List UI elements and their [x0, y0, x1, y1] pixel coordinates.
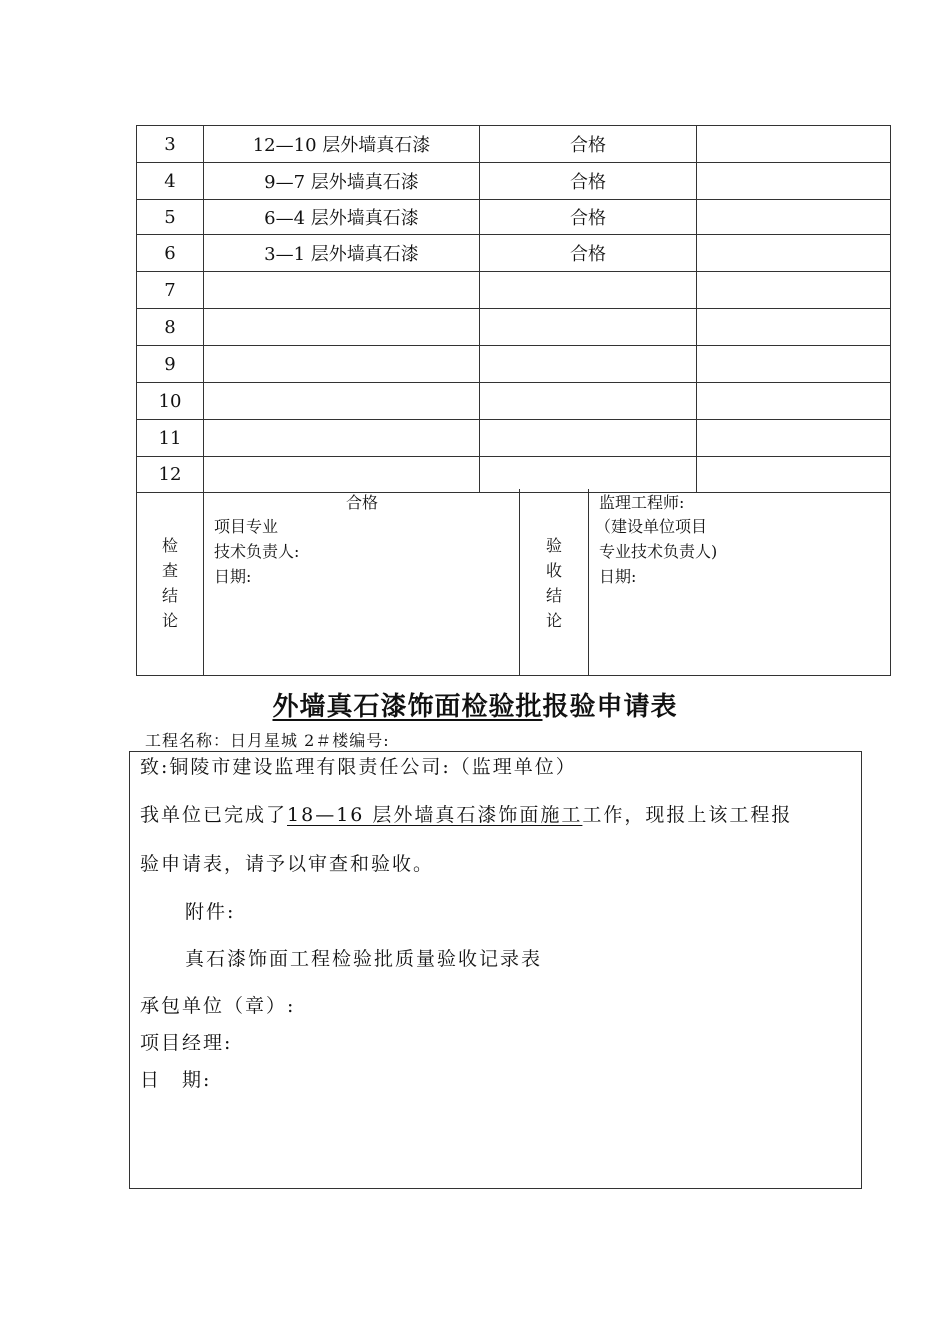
- row-note: [697, 309, 891, 345]
- label-char: 收: [545, 561, 562, 580]
- label-char: 验: [545, 536, 562, 555]
- row-number: 12: [137, 457, 204, 492]
- row-number: 6: [137, 235, 204, 271]
- acceptance-line-2: （建设单位项目: [595, 517, 708, 536]
- label-char: 论: [161, 611, 178, 630]
- row-note: [697, 346, 891, 382]
- row-result: 合格: [480, 235, 697, 271]
- body-prefix: 我单位已完成了: [140, 804, 288, 826]
- contractor-line: 承包单位（章）:: [140, 995, 296, 1017]
- row-result: [480, 272, 697, 308]
- acceptance-line-3: 专业技术负责人): [599, 542, 718, 561]
- row-item: [204, 457, 480, 492]
- row-item: [204, 309, 480, 345]
- table-row: [137, 200, 890, 235]
- form-title-underlined: 外墙真石漆饰面检验批: [272, 692, 543, 722]
- check-conclusion-label-cell: [137, 489, 204, 675]
- row-number: 11: [137, 420, 204, 456]
- body-line-2: 验申请表，请予以审查和验收。: [140, 853, 435, 875]
- acceptance-conclusion-label-cell: [520, 489, 589, 675]
- table-row: [137, 126, 890, 163]
- attachment-label: 附件:: [185, 901, 236, 923]
- table-row: [137, 420, 890, 457]
- check-result: 合格: [345, 493, 378, 512]
- row-item: [204, 420, 480, 456]
- table-row: [137, 346, 890, 383]
- row-number: 10: [137, 383, 204, 419]
- body-line-1: [140, 800, 792, 827]
- inspection-table: [136, 125, 891, 676]
- row-note: [697, 163, 891, 199]
- acceptance-conclusion-cell: [589, 489, 891, 675]
- label-char: 结: [161, 586, 178, 605]
- row-item: 6—4 层外墙真石漆: [204, 200, 480, 234]
- row-number: 7: [137, 272, 204, 308]
- attachment-item: 真石漆饰面工程检验批质量验收记录表: [185, 948, 543, 970]
- row-note: [697, 457, 891, 492]
- check-line-1: 项目专业: [214, 517, 279, 536]
- row-number: 9: [137, 346, 204, 382]
- project-name-line: 工程名称：日月星城 2＃楼编号:: [145, 731, 390, 750]
- form-title: [0, 686, 950, 723]
- row-result: [480, 383, 697, 419]
- row-item: 3—1 层外墙真石漆: [204, 235, 480, 271]
- row-result: [480, 309, 697, 345]
- row-note: [697, 126, 891, 162]
- form-title-rest: 报验申请表: [542, 692, 678, 722]
- check-conclusion-label: [137, 533, 203, 633]
- row-number: 3: [137, 126, 204, 162]
- row-result: [480, 420, 697, 456]
- project-manager-line: 项目经理:: [140, 1032, 233, 1054]
- row-item: [204, 346, 480, 382]
- table-row: [137, 235, 890, 272]
- table-row: [137, 457, 890, 493]
- label-char: 结: [545, 586, 562, 605]
- row-note: [697, 235, 891, 271]
- application-box: [129, 751, 862, 1189]
- table-row: [137, 163, 890, 200]
- acceptance-conclusion-label: [520, 533, 588, 633]
- check-line-2: 技术负责人:: [214, 542, 300, 561]
- row-number: 8: [137, 309, 204, 345]
- acceptance-line-4: 日期:: [599, 567, 637, 586]
- row-number: 5: [137, 200, 204, 234]
- row-note: [697, 272, 891, 308]
- row-item: [204, 272, 480, 308]
- acceptance-line-1: 监理工程师:: [599, 493, 685, 512]
- body-work: 18—16 层外墙真石漆饰面施工: [287, 804, 583, 826]
- table-row: [137, 309, 890, 346]
- row-item: 9—7 层外墙真石漆: [204, 163, 480, 199]
- row-result: 合格: [480, 126, 697, 162]
- table-row: [137, 272, 890, 309]
- row-item: 12—10 层外墙真石漆: [204, 126, 480, 162]
- row-result: [480, 457, 697, 492]
- row-result: 合格: [480, 163, 697, 199]
- row-number: 4: [137, 163, 204, 199]
- row-note: [697, 420, 891, 456]
- row-result: 合格: [480, 200, 697, 234]
- row-note: [697, 200, 891, 234]
- row-result: [480, 346, 697, 382]
- conclusion-row: [137, 489, 890, 675]
- label-char: 检: [161, 536, 178, 555]
- label-char: 查: [161, 561, 178, 580]
- check-conclusion-cell: [204, 489, 520, 675]
- row-note: [697, 383, 891, 419]
- addressee-line: 致:铜陵市建设监理有限责任公司:（监理单位）: [140, 756, 577, 778]
- body-suffix: 工作，现报上该工程报: [582, 804, 793, 826]
- row-item: [204, 383, 480, 419]
- table-row: [137, 383, 890, 420]
- date-line: 日 期:: [140, 1069, 212, 1091]
- check-line-3: 日期:: [214, 567, 252, 586]
- label-char: 论: [545, 611, 562, 630]
